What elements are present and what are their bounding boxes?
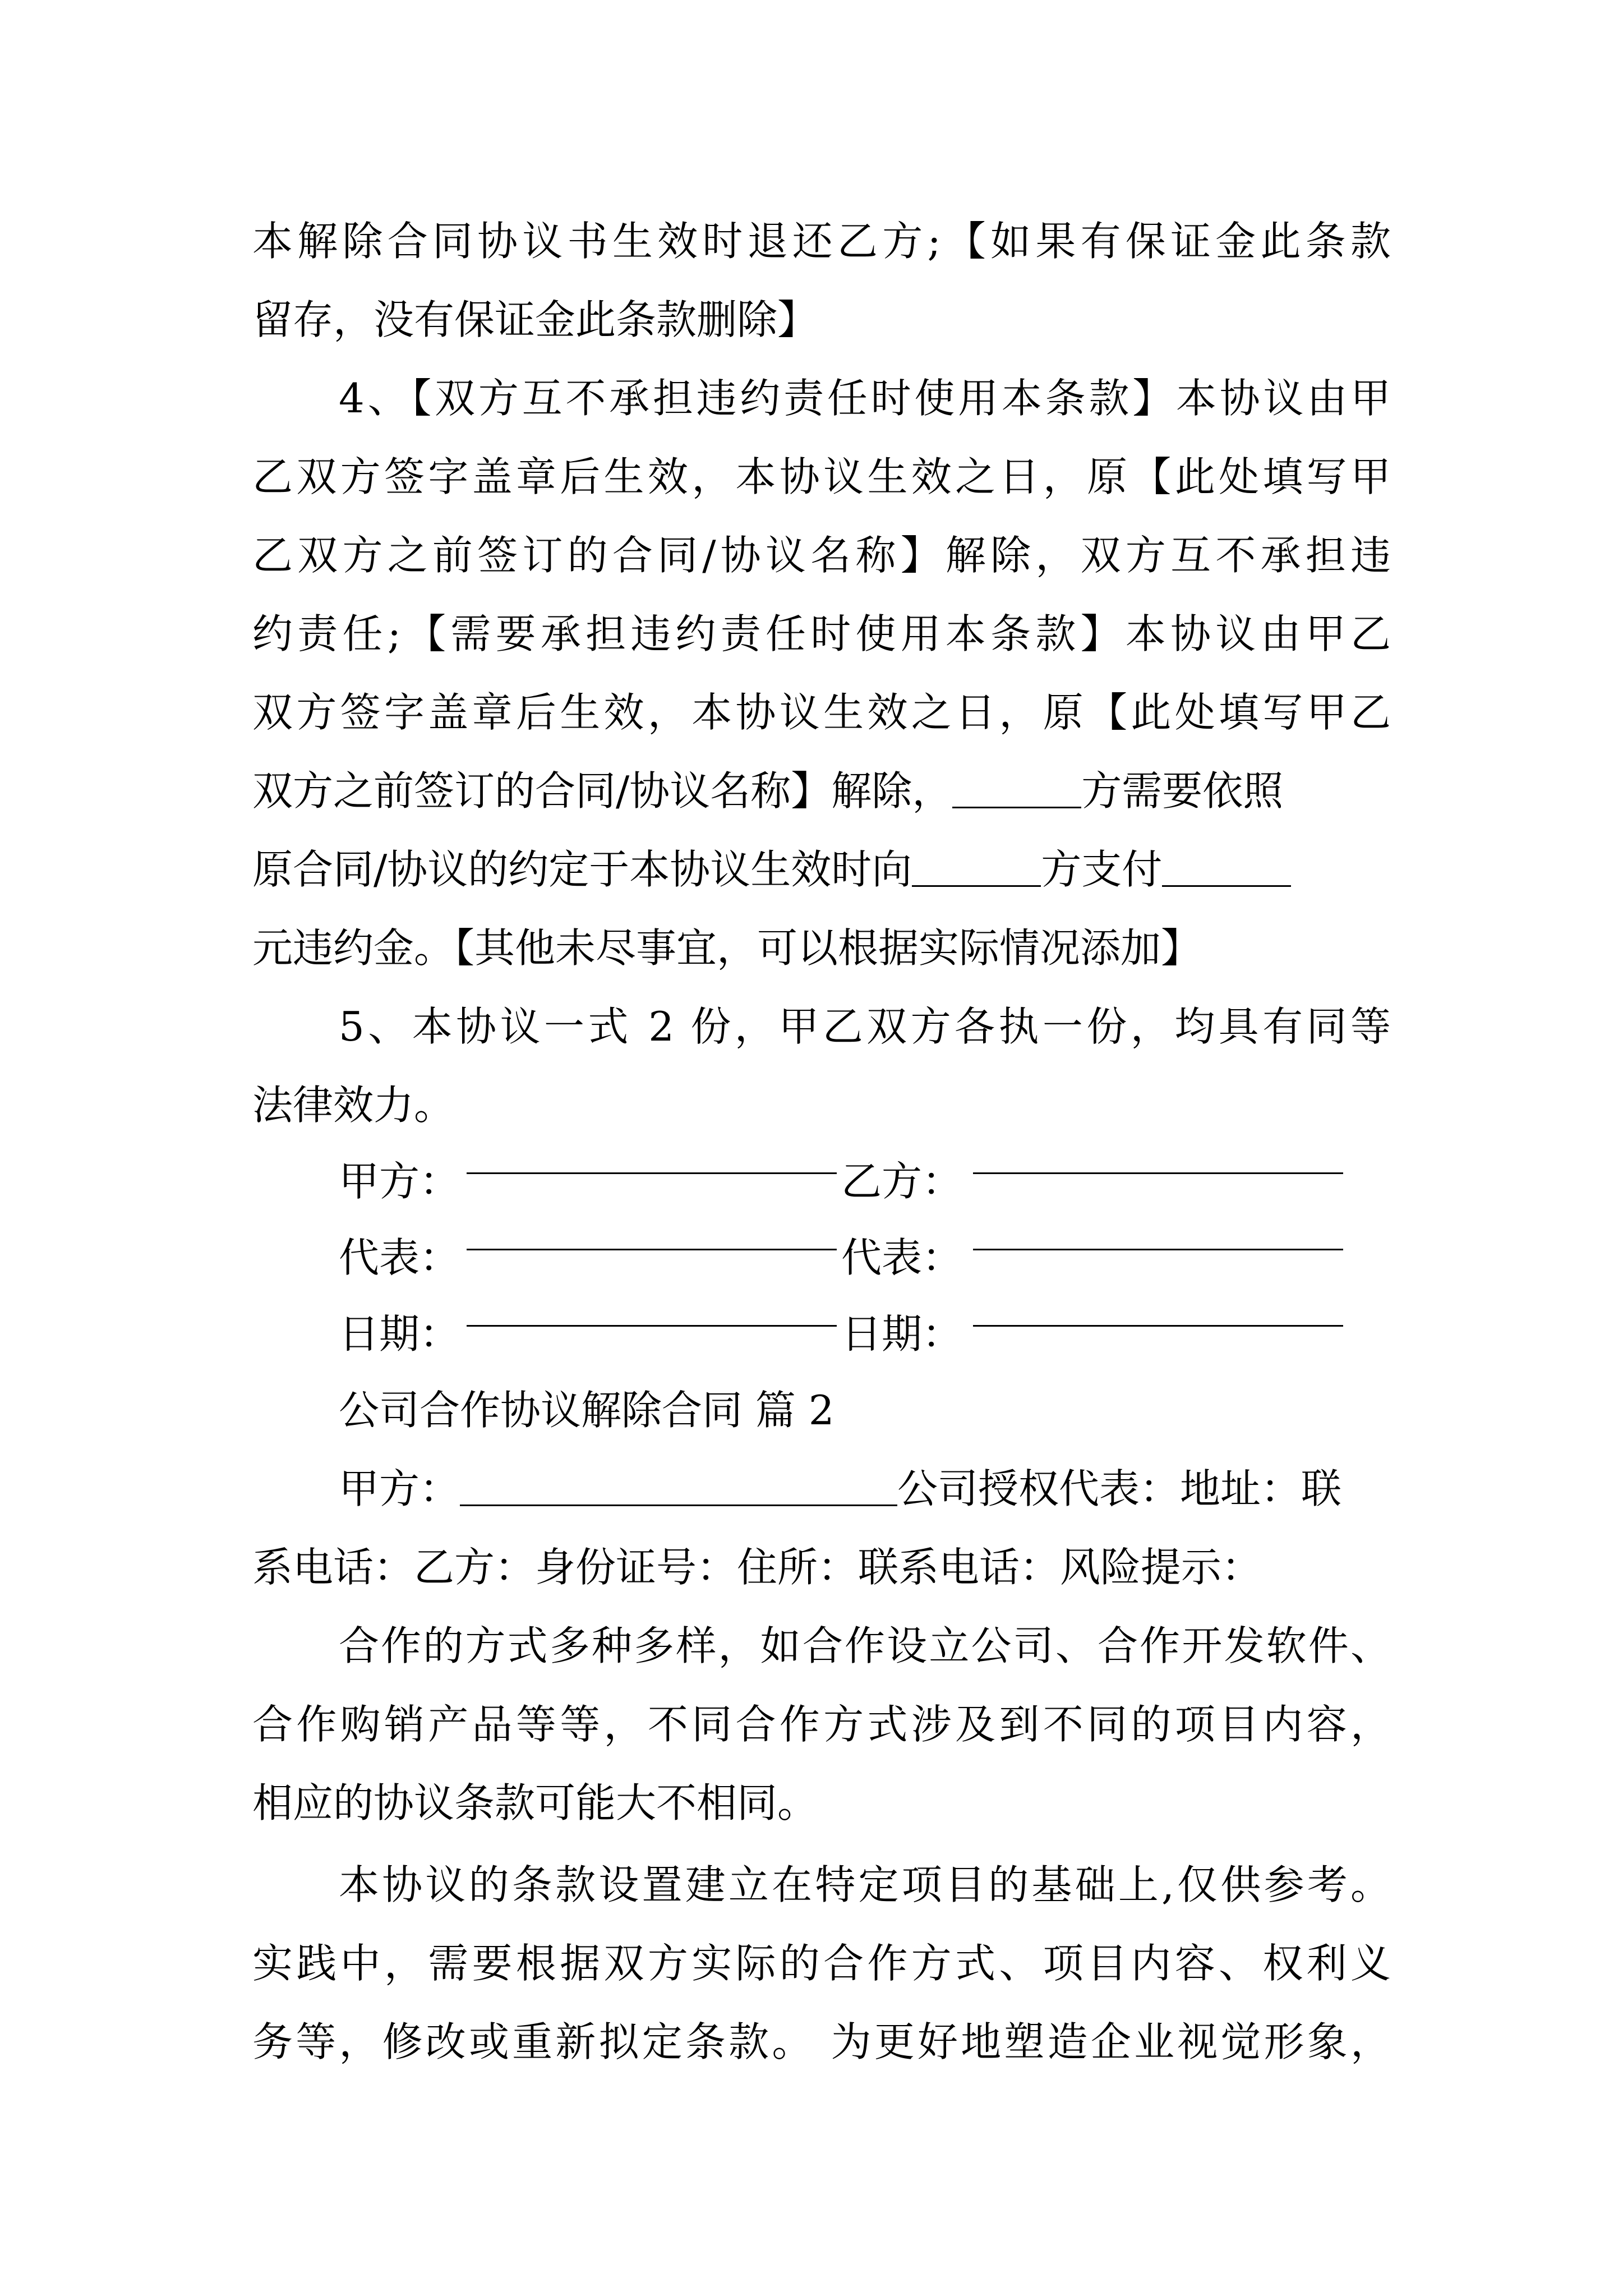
party-a-blank <box>467 1172 837 1174</box>
text-line: 合作购销产品等等，不同合作方式涉及到不同的项目内容， <box>252 1701 1391 1748</box>
rep-a-blank <box>467 1249 837 1250</box>
text-line-with-blank <box>252 830 1391 909</box>
rep-a-label: 代表： <box>339 1234 460 1281</box>
rep-b-blank <box>973 1249 1343 1250</box>
party-b-label: 乙方： <box>841 1158 963 1205</box>
text-fragment: 公司授权代表：地址：联 <box>897 1465 1342 1512</box>
text-line: 元违约金。【其他未尽事宜，可以根据实际情况添加】 <box>252 924 1202 972</box>
date-b-label: 日期： <box>841 1310 963 1358</box>
text-fragment: 方支付 <box>1041 846 1163 893</box>
text-line: 本解除合同协议书生效时退还乙方;【如果有保证金此条款 <box>252 218 1391 265</box>
text-line: 乙双方之前签订的合同/协议名称】解除，双方互不承担违 <box>252 532 1391 579</box>
text-line: 本协议的条款设置建立在特定项目的基础上,仅供参考。 <box>339 1861 1391 1908</box>
text-line: 双方签字盖章后生效，本协议生效之日，原【此处填写甲乙 <box>252 689 1391 736</box>
text-line: 合作的方式多种多样，如合作设立公司、合作开发软件、 <box>339 1622 1391 1669</box>
section-title: 公司合作协议解除合同 篇 2 <box>339 1387 834 1434</box>
text-line: 法律效力。 <box>252 1082 455 1129</box>
text-line-with-blank <box>252 752 1391 830</box>
party-a-label: 甲方： <box>339 1465 460 1512</box>
text-fragment: 方需要依照 <box>1081 767 1284 815</box>
text-fragment: 原合同/协议的约定于本协议生效时向 <box>252 846 912 893</box>
party-b-blank <box>973 1172 1343 1174</box>
text-fragment: 双方之前签订的合同/协议名称】解除， <box>252 767 953 815</box>
date-a-blank <box>467 1325 837 1327</box>
text-line: 留存，没有保证金此条款删除】 <box>252 296 818 343</box>
text-line: 乙双方签字盖章后生效，本协议生效之日，原【此处填写甲 <box>252 453 1391 500</box>
section2-party-line <box>339 1450 1391 1528</box>
clause-5-line: 5、本协议一式 2 份，甲乙双方各执一份，均具有同等 <box>339 1003 1391 1050</box>
text-line: 实践中，需要根据双方实际的合作方式、项目内容、权利义 <box>252 1940 1391 1987</box>
text-line: 相应的协议条款可能大不相同。 <box>252 1779 818 1826</box>
blank-underline <box>1162 843 1291 887</box>
text-line: 务等，修改或重新拟定条款。 为更好地塑造企业视觉形象， <box>252 2018 1391 2065</box>
blank-underline <box>952 764 1081 808</box>
party-a-label: 甲方： <box>339 1158 460 1205</box>
date-b-blank <box>973 1325 1343 1327</box>
blank-underline <box>912 843 1041 887</box>
date-a-label: 日期： <box>339 1310 460 1358</box>
text-line: 系电话：乙方：身份证号：住所：联系电话：风险提示： <box>252 1544 1262 1591</box>
rep-b-label: 代表： <box>841 1234 963 1281</box>
clause-4-line: 4、【双方互不承担违约责任时使用本条款】本协议由甲 <box>339 375 1391 422</box>
text-line: 约责任;【需要承担违约责任时使用本条款】本协议由甲乙 <box>252 610 1391 657</box>
party-a-blank <box>460 1462 897 1506</box>
